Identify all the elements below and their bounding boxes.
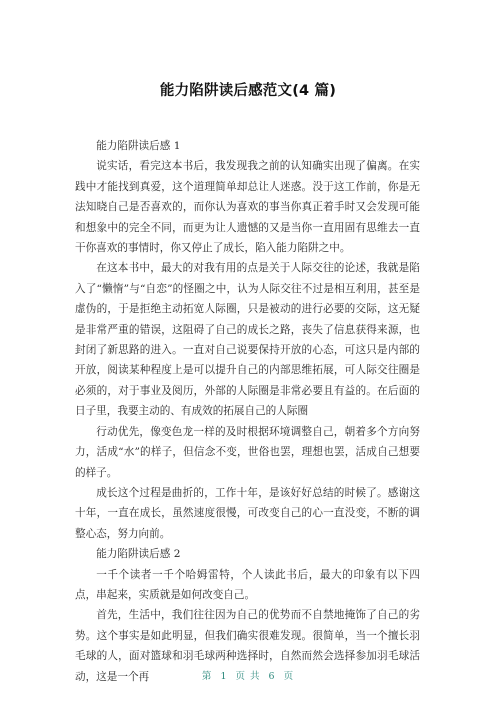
paragraph: 成长这个过程是曲折的，工作十年，是该好好总结的时候了。感谢这十年，一直在成长，虽然速度很慢，可改变自己的心一直没变，不断的调整心态，努力向前。 xyxy=(75,486,420,540)
paragraph: 首先，生活中，我们往往因为自己的优势而不自禁地掩饰了自己的劣势。这个事实是如此明显，但我们确实很难发现。很简单，当一个擅长羽毛球的人，面对篮球和羽毛球两种选择时，自然而然会选择参加羽毛球活动，这是一个再 xyxy=(75,609,420,683)
footer-label-page: 第 xyxy=(201,671,213,682)
footer-page-current: 1 xyxy=(220,671,228,682)
paragraph: 在这本书中，最大的对我有用的点是关于人际交往的论述，我就是陷入了“懒惰”与“自恋”的怪圈之中，认为人际交往不过是相互利用，甚至是虚伪的，于是拒绝主动拓宽人际圈，只是被动的进行必要的交际，这无疑是非常严重的错误，这阻碍了自己的成长之路，丧失了信息获得来源，也封闭了新思路的进入。一直对自己说要保持开放的心态，可这只是内部的开放，阅读某种程度上是可以提升自己的内部思维拓展，可人际交往圈是必须的，对于事业及阅历，外部的人际圈是非常必要且有益的。在后面的日子里，我要主动的、有成效的拓展自己的人际圈 xyxy=(75,262,420,418)
footer-label-pages: 页 xyxy=(283,671,295,682)
paragraph: 说实话，看完这本书后，我发现我之前的认知确实出现了偏离。在实践中才能找到真爱，这个道理简单却总让人迷惑。没于这工作前，你是无法知晓自己是否喜欢的，而你认为喜欢的事当你真正着手时又会发现可能和想象中的完全不同，而更为让人遗憾的又是当你一直用固有思维去一直干你喜欢的事情时，你又停止了成长，陷入能力陷阱之中。 xyxy=(75,160,420,255)
paragraph: 一千个读者一千个哈姆雷特，个人读此书后，最大的印象有以下四点，串起来，实质就是如何改变自己。 xyxy=(75,568,420,601)
footer-page-total: 6 xyxy=(268,671,276,682)
document-title: 能力陷阱读后感范文(4 篇) xyxy=(159,83,337,99)
paragraph: 行动优先，像变色龙一样的及时根据环境调整自己，朝着多个方向努力，活成“水”的样子，但信念不变，世俗也罢，理想也罢，活成自己想要的样子。 xyxy=(75,425,420,479)
section-heading: 能力陷阱读后感 1 xyxy=(96,140,181,152)
section-heading: 能力陷阱读后感 2 xyxy=(96,548,181,561)
page-footer xyxy=(0,668,496,682)
document-body xyxy=(75,136,420,687)
footer-label-of: 页 共 xyxy=(235,671,261,682)
